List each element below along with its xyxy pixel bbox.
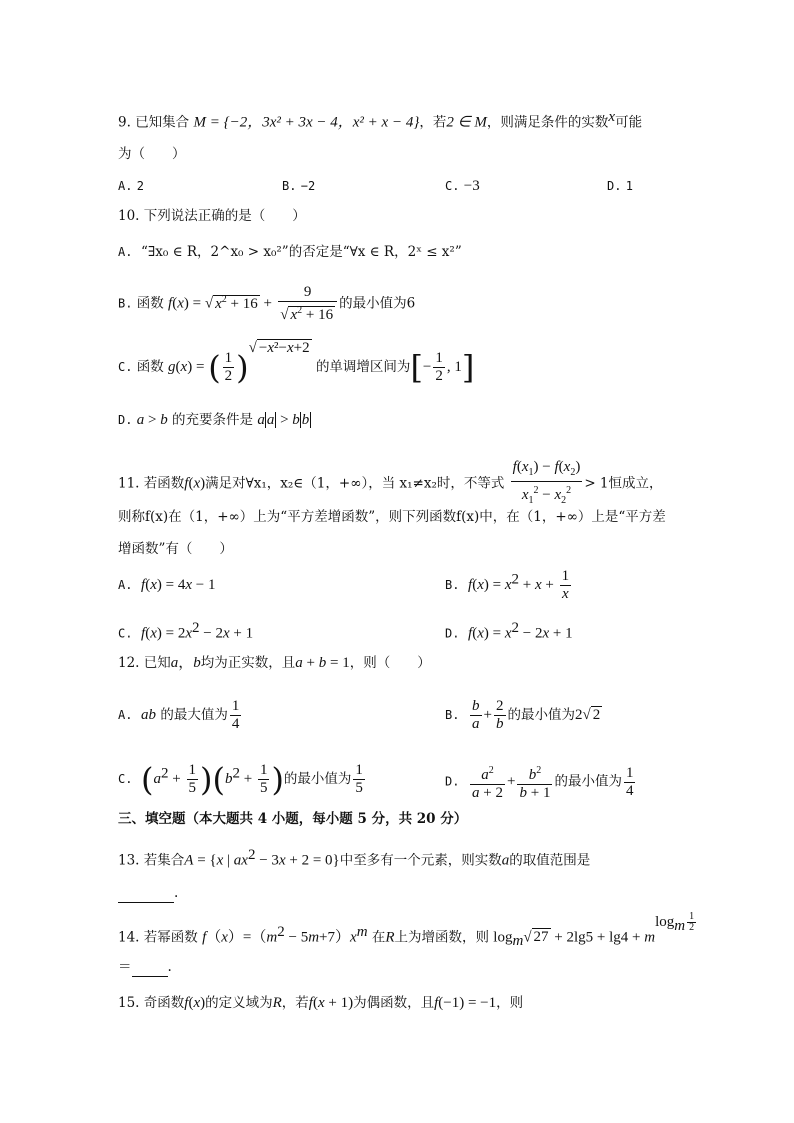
q9-option-b: B. −2 — [282, 179, 316, 193]
q9-line1 — [118, 108, 642, 132]
section-heading: 三、填空题（本大题共 4 小题，每小题 5 分，共 20 分） — [118, 811, 468, 827]
q14-line2: ＝ . — [118, 959, 172, 975]
q9-line2: 为（ ） — [118, 146, 186, 162]
q9-text-a: 已知集合 — [135, 114, 190, 131]
q12-option-a: A. ab 的最大值为 $\frac{1}{4}$ — [118, 698, 240, 732]
q11-option-a: A. f(x) = 4x − 1 — [118, 577, 216, 593]
q9-var: x — [608, 109, 616, 125]
q11-line1: 11. 若函数f(x)满足对∀x₁，x₂∈（1，+∞），当 x₁≠x₂时，不等式 $\frac{f(x_1) - f(x_2)}{x_1^2 - x_2^2}$ > 1恒成立， — [118, 459, 663, 506]
q12-stem: 12. 已知a，b均为正实数，且a + b = 1，则（ ） — [118, 655, 431, 671]
q9-text-b: ，若 — [419, 114, 447, 131]
q9-option-d: D. 1 — [607, 179, 633, 193]
q10-option-a-text: “∃x₀ ∈ R，2^x₀ > x₀²”的否定是“∀x ∈ R，2ˣ ≤ x²” — [141, 244, 462, 260]
q13-line1: 13. 若集合A = {x | $ax^2 - 3x + 2 = 0$}中至多有一个元素，则实数a的取值范围是 — [118, 847, 591, 869]
q10-stem: 10. 下列说法正确的是（ ） — [118, 208, 306, 224]
q13-answer-blank[interactable] — [118, 884, 174, 903]
q15-line1: 15. 奇函数f(x)的定义域为R，若f(x + 1)为偶函数，且f(−1) = −1，则 — [118, 995, 524, 1011]
q10-option-d: D. a > b 的充要条件是 a a > b b — [118, 412, 310, 428]
q12-option-b: B. $\frac{b}{a}$ + $\frac{2}{b}$ 的最小值为2√ 2 — [445, 698, 601, 732]
q10-option-c: C. 函数 g(x) = ( $\frac{1}{2}$ )$^{√ -x^2-x+2}$ 的单调增区间为[− $\frac{1}{2}$ , 1] — [118, 339, 475, 387]
q9-number: 9. — [118, 114, 131, 131]
q9-option-a: A. 2 — [118, 179, 144, 193]
q11-line3: 增函数”有（ ） — [118, 541, 233, 557]
q13-blank-line: . — [118, 884, 178, 903]
q10-option-b: B. 函数 f(x) = √ $x^2 + 16$ + $\frac{9}{√ x^2 + 16}$ 的最小值为6 — [118, 284, 416, 323]
q14-line1: 14. 若幂函数 $f(x)=(m^2 - 5m+7)x^m$ 在R上为增函数，则 $\log_m√$ $27 + 2\lg 5 + \lg 4 + m^{log_m \frac{1}{2}}$ — [118, 911, 695, 950]
q9-option-c: C. −3 — [445, 178, 480, 194]
q12-option-c: C. ($a^2$ + $\frac{1}{5}$ )($b^2$ + $\frac{1}{5}$ )的最小值为 $\frac{1}{5}$ — [118, 760, 363, 799]
q11-option-c: C. $f(x) = 2x^2 - 2x + 1$ — [118, 620, 254, 642]
q9-text-c: ，则满足条件的实数 — [486, 114, 609, 131]
q9-cond: 2 ∈ M — [446, 114, 487, 131]
q9-text-d: 可能 — [615, 114, 643, 131]
q10-option-a: A. “∃x₀ ∈ R，2^x₀ > x₀²”的否定是“∀x ∈ R，2ˣ ≤ x²” — [118, 244, 462, 260]
q11-line2: 则称f(x)在（1，+∞）上为“平方差增函数”，则下列函数f(x)中，在（1，+∞）上是“平方差 — [118, 509, 666, 525]
q14-answer-blank[interactable] — [132, 958, 168, 977]
q11-option-b: B. $f(x) = x^2 + x$ + $\frac{1}{x}$ — [445, 568, 570, 602]
q11-option-d: D. $f(x) = x^2 - 2x + 1$ — [445, 620, 573, 642]
q12-option-d: D. $\frac{a^2}{a + 2}$ + $\frac{b^2}{b + 1}$ 的最小值为 $\frac{1}{4}$ — [445, 762, 637, 802]
q9-set: M = {−2，3x² + 3x − 4，x² + x − 4} — [193, 114, 420, 131]
